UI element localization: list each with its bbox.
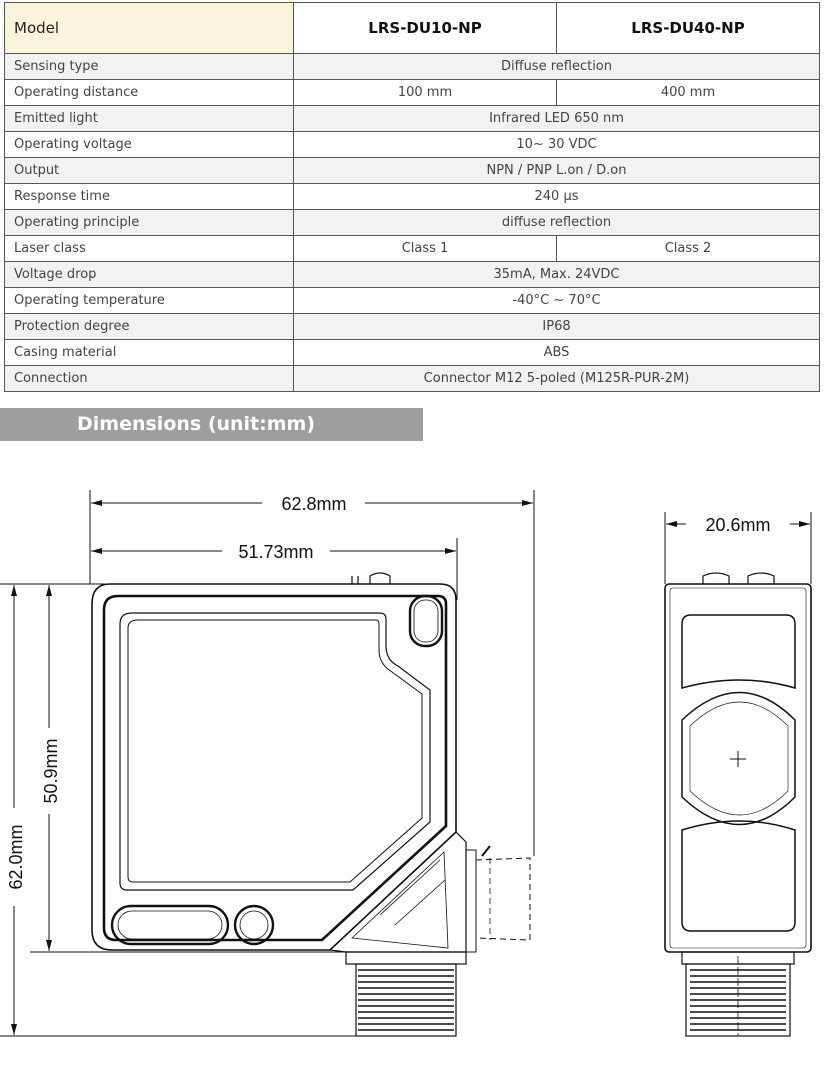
row-label: Response time: [5, 184, 294, 210]
dimensions-banner: Dimensions (unit:mm): [0, 408, 423, 441]
depth-label: 20.6mm: [705, 515, 771, 535]
row-value: 10~ 30 VDC: [294, 132, 820, 158]
row-value-1: 100 mm: [294, 80, 557, 106]
row-value: Diffuse reflection: [294, 54, 820, 80]
row-label: Protection degree: [5, 314, 294, 340]
row-value: -40°C ~ 70°C: [294, 288, 820, 314]
row-value-2: Class 2: [557, 236, 820, 262]
height-body-label: 50.9mm: [41, 738, 61, 804]
sensor-side-view: [665, 573, 811, 952]
row-label: Operating temperature: [5, 288, 294, 314]
row-value: ABS: [294, 340, 820, 366]
width-body-label: 51.73mm: [238, 542, 314, 562]
row-value: 35mA, Max. 24VDC: [294, 262, 820, 288]
row-label: Emitted light: [5, 106, 294, 132]
product-name-1: LRS-DU10-NP: [294, 3, 557, 54]
row-value: Connector M12 5-poled (M125R-PUR-2M): [294, 366, 820, 392]
row-label: Connection: [5, 366, 294, 392]
row-label: Sensing type: [5, 54, 294, 80]
row-value: 240 µs: [294, 184, 820, 210]
row-value-2: 400 mm: [557, 80, 820, 106]
row-label: Output: [5, 158, 294, 184]
row-value-1: Class 1: [294, 236, 557, 262]
row-label: Operating voltage: [5, 132, 294, 158]
row-value: Infrared LED 650 nm: [294, 106, 820, 132]
row-label: Operating principle: [5, 210, 294, 236]
row-label: Casing material: [5, 340, 294, 366]
height-total-label: 62.0mm: [6, 824, 26, 890]
m12-connector-front: [346, 952, 466, 1036]
row-value: NPN / PNP L.on / D.on: [294, 158, 820, 184]
width-total-label: 62.8mm: [281, 494, 347, 514]
model-header-label: Model: [5, 3, 294, 54]
product-name-2: LRS-DU40-NP: [557, 3, 820, 54]
connector-housing: [330, 832, 530, 952]
row-label: Operating distance: [5, 80, 294, 106]
row-label: Laser class: [5, 236, 294, 262]
row-label: Voltage drop: [5, 262, 294, 288]
m12-connector-side: [682, 952, 794, 1036]
row-value: diffuse reflection: [294, 210, 820, 236]
sensor-front-view: [92, 573, 456, 950]
row-value: IP68: [294, 314, 820, 340]
dimension-lines-front: [0, 490, 534, 1036]
